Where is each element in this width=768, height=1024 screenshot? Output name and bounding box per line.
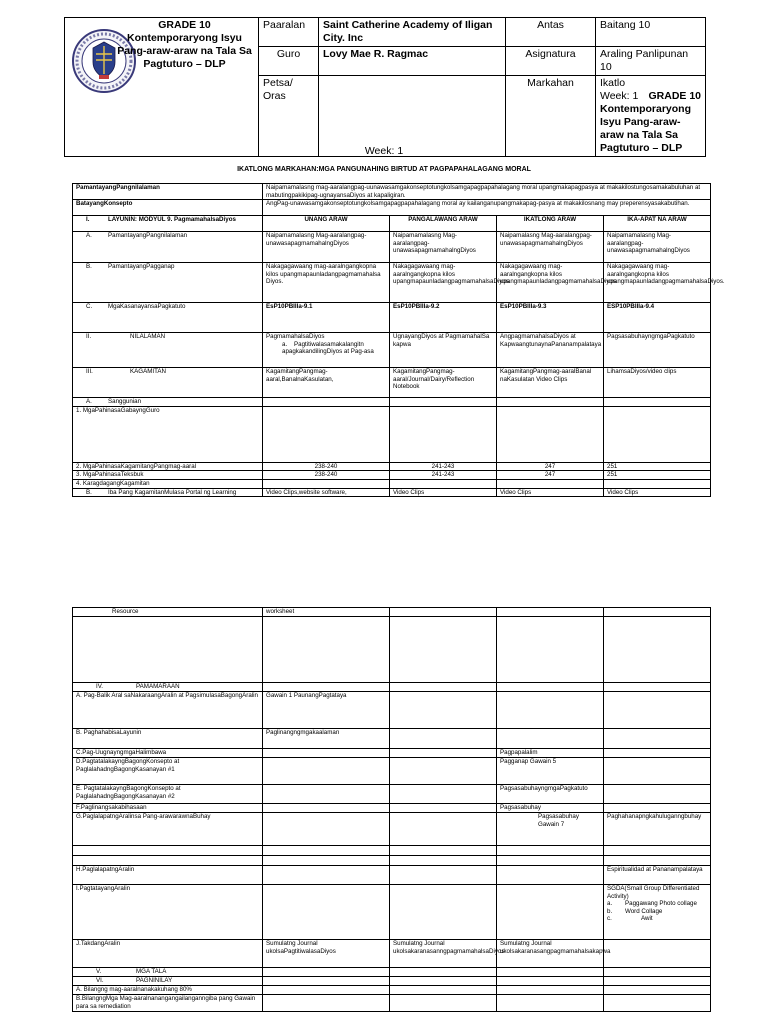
empty-cell: [263, 977, 390, 986]
row-ii-c1-main: PagmamahalsaDiyos: [266, 333, 325, 341]
empty-cell: [497, 866, 604, 885]
row-e-c3: PagsasabuhayngmgaPagkatuto: [497, 785, 604, 804]
row-j-c1: Sumulatng Journal ukolsaPagtitiwalasaDiyos: [263, 940, 390, 968]
row-iii-c2: KagamitangPangmag-aaral/Journal/Dairy/Reflection Notebook: [390, 368, 497, 398]
empty-cell: [604, 856, 711, 866]
row-sanggunian-num: A.: [86, 398, 92, 406]
empty-cell: [390, 995, 497, 1012]
empty-cell: [263, 683, 390, 692]
row-h-c4: Espiritualidad at Pananampalataya: [604, 866, 711, 885]
header-title: GRADE 10 Kontemporaryong Isyu Pang-araw-araw na Tala Sa Pagtuturo – DLP: [117, 19, 252, 70]
row-c-label: [73, 303, 263, 333]
col-ika-apat-na-araw: IKA-APAT NA ARAW: [604, 216, 711, 232]
row-2-c2: 241-243: [390, 462, 497, 471]
empty-cell: [263, 785, 390, 804]
empty-cell: [263, 856, 390, 866]
row-ii-c2: UgnayangDiyos at PagmamahalSa kapwa: [390, 333, 497, 368]
row-2-c1: 238-240: [263, 462, 390, 471]
row-4-label: 4. KaragdagangKagamitan: [73, 479, 263, 488]
markahan-week: Week: 1: [600, 90, 639, 102]
empty-cell: [263, 398, 390, 407]
row-ii-c1-sub: [266, 341, 386, 356]
col-pangalawang-araw: PANGALAWANG ARAW: [390, 216, 497, 232]
row-b-portal-c1: Video Clips,website software,: [263, 488, 390, 497]
row-l-label: B.BilangngMga Mag-aaralnanangangailanganngiba pang Gawain para sa remediation: [73, 995, 263, 1012]
markahan-line2: [600, 90, 701, 103]
row-3-c2: 241-243: [390, 471, 497, 480]
row-b-c3: Nakagagawaang mag-aaralngangkopna kilos upangmapaunladangpagmamahalsaDiyos.: [497, 263, 604, 303]
row-ii-label: [73, 333, 263, 368]
row-iv-text: PAMAMARAAN: [136, 683, 180, 690]
row-i-c4-a-text: Paggawang Photo collage: [625, 900, 697, 908]
row-iv-label: [73, 683, 263, 692]
empty-cell: [497, 995, 604, 1012]
resource-label: [73, 608, 263, 617]
empty-cell: [390, 398, 497, 407]
empty-cell: [390, 866, 497, 885]
empty-cell: [497, 885, 604, 940]
row-b-c2: Nakagagawaang mag-aaralngangkopna kilos upangmapaunladangpagmamahalsaDiyos.: [390, 263, 497, 303]
empty-cell: [604, 940, 711, 968]
empty-cell: [497, 617, 604, 683]
empty-cell: [604, 479, 711, 488]
empty-cell: [604, 729, 711, 749]
row-j-c2: Sumulatng Journal ukolsakaranasanngpagmamahalsaDiyos: [390, 940, 497, 968]
row-b-portal-c4: Video Clips: [604, 488, 711, 497]
row-2-label: 2. MgaPahinasaKagamitangPangmag-aaral: [73, 462, 263, 471]
row-b-label: [73, 263, 263, 303]
empty-cell: [390, 977, 497, 986]
empty-cell: [390, 785, 497, 804]
empty-cell: [604, 749, 711, 758]
row-i-c4-c: [607, 915, 707, 923]
asignatura-label: Asignatura: [506, 47, 596, 76]
empty-cell: [604, 785, 711, 804]
row-3-label: 3. MgaPahinasaTeksbuk: [73, 471, 263, 480]
row-b-text: PamantayangPagganap: [108, 263, 175, 271]
row-2-c3: 247: [497, 462, 604, 471]
empty-cell: [604, 804, 711, 813]
row-ii-text: NILALAMAN: [130, 333, 166, 341]
guro-value: Lovy Mae R. Ragmac: [319, 47, 506, 76]
row-a-balik-c1: Gawain 1 PaunangPagtataya: [263, 692, 390, 729]
row-i-c4-c-text: Awit: [641, 915, 653, 923]
header-table: [64, 17, 706, 157]
row-c-c4: ESP10PBIIIa-9.4: [604, 303, 711, 333]
row-c-ugnay-label: C.Pag-UugnayngmgaHalimbawa: [73, 749, 263, 758]
empty-cell: [604, 977, 711, 986]
empty-cell: [390, 804, 497, 813]
empty-cell: [263, 885, 390, 940]
pamantayan-text: Naipamamalasng mag-aaralangpag-uunawasamgakonseptotungkolsamgapagpapahalagang moral upangmakapagpasya at makakilostungosamakabuluhan at mabutingpakikipag-ugnayansaDiyos at kapaligiran.: [263, 184, 711, 200]
row-3-c1: 238-240: [263, 471, 390, 480]
row-a-balik-label: A. Pag-Balik Aral saNakaraangAralin at PagsimulasaBagongAralin: [73, 692, 263, 729]
row-c-text: MgaKasanayansaPagkatuto: [108, 303, 186, 311]
empty-cell: [390, 758, 497, 785]
row-vi-text: PAGNINILAY: [136, 977, 173, 984]
empty-cell: [263, 866, 390, 885]
row-e-label: E. PagtatalakayngBagongKonsepto at PaglalahadngBagongKasanayan #2: [73, 785, 263, 804]
row-c-c2: EsP10PBIIIa-9.2: [390, 303, 497, 333]
row-iii-num: III.: [86, 368, 93, 376]
row-v-text: MGA TALA: [136, 968, 167, 975]
row-iii-text: KAGAMITAN: [130, 368, 166, 376]
row-j-label: J.TakdangAralin: [73, 940, 263, 968]
batayang-label: BatayangKonsepto: [73, 200, 263, 216]
layunin-label: LAYUNIN: MODYUL 9. PagmamahalsaDiyos: [108, 216, 236, 224]
row-i-c4: [604, 885, 711, 940]
row-b-layunin-c1: Paglinangngmgakaalaman: [263, 729, 390, 749]
empty-cell: [390, 683, 497, 692]
row-i-c4-head: SGDA(Small Group Differentiated Activity): [607, 885, 700, 900]
layunin-row-label: [73, 216, 263, 232]
row-iii-label: [73, 368, 263, 398]
empty-cell: [390, 986, 497, 995]
row-g-c3-text: Pagsasabuhay Gawain 7: [538, 813, 579, 828]
empty-cell: [497, 729, 604, 749]
row-g-c4: Paghahanapngkahuluganngbuhay: [604, 813, 711, 846]
row-a-label: [73, 232, 263, 263]
empty-cell: [263, 804, 390, 813]
empty-cell: [497, 398, 604, 407]
row-ii-c1-sub-num: a.: [282, 340, 288, 348]
row-f-label: F.Paglinangsakabihasaan: [73, 804, 263, 813]
row-i-c4-c-num: c.: [607, 915, 612, 923]
row-b-layunin-label: B. PaghahabisaLayunin: [73, 729, 263, 749]
empty-cell: [604, 692, 711, 729]
empty-cell: [604, 986, 711, 995]
empty-cell: [263, 406, 390, 462]
lesson-plan-table: [72, 183, 725, 497]
row-d-label: D.PagtatalakayngBagongKonsepto at PaglalahadngBagongKasanayan #1: [73, 758, 263, 785]
empty-cell: [390, 749, 497, 758]
antas-value: Baitang 10: [596, 18, 706, 47]
empty-cell: [497, 968, 604, 977]
row-b-num: B.: [86, 263, 92, 271]
row-d-c3: Pagganap Gawain 5: [497, 758, 604, 785]
resource-label-text: Resource: [112, 608, 139, 615]
row-i-label: I.PagtatayangAralin: [73, 885, 263, 940]
empty-cell: [497, 846, 604, 856]
row-b-portal-num: B.: [86, 488, 92, 496]
row-a-num: A.: [86, 232, 92, 240]
row-vi-label: [73, 977, 263, 986]
row-b-portal-c2: Video Clips: [390, 488, 497, 497]
col-unang-araw: UNANG ARAW: [263, 216, 390, 232]
empty-cell: [497, 856, 604, 866]
row-b-c1: Nakagagawaang mag-aaralngangkopna kilos upangmapaunladangpagmamahalsa Diyos.: [263, 263, 390, 303]
row-h-label: H.PaglalapatngAralin: [73, 866, 263, 885]
row-g-c3: [497, 813, 604, 846]
empty-cell: [390, 406, 497, 462]
empty-cell: [390, 617, 497, 683]
empty-cell: [390, 885, 497, 940]
row-a-c2: Naipamamalasng Mag-aaralangpag-unawasapagmamahalngDiyos: [390, 232, 497, 263]
quarter-subtitle: IKATLONG MARKAHAN:MGA PANGUNAHING BIRTUD AT PAGPAPAHALAGANG MORAL: [237, 166, 531, 173]
row-i-c4-a-num: a.: [607, 900, 613, 908]
paaralan-label: Paaralan: [259, 18, 319, 47]
empty-cell: [263, 968, 390, 977]
empty-cell: [73, 617, 263, 683]
row-guro-label: 1. MgaPahinasaGabayngGuro: [73, 406, 263, 462]
row-v-label: [73, 968, 263, 977]
empty-cell: [73, 846, 263, 856]
row-iii-c3: KagamitangPangmag-aaralBanal naKasulatan Video Clips: [497, 368, 604, 398]
pamantayan-label: PamantayangPangnilalaman: [73, 184, 263, 200]
empty-cell: [497, 406, 604, 462]
week-label: Week: 1: [364, 145, 404, 157]
row-a-c1: Naipamamalasng Mag-aaralangpag-unawasapagmamahalngDiyos: [263, 232, 390, 263]
row-vi-num: VI.: [96, 977, 104, 984]
empty-cell: [604, 683, 711, 692]
empty-cell: [604, 617, 711, 683]
row-b-c4: Nakagagawaang mag-aaralngangkopna kilos upangmapaunladangpagmamahalsaDiyos.: [604, 263, 711, 303]
empty-cell: [604, 995, 711, 1012]
empty-cell: [390, 968, 497, 977]
row-b-portal-text: Iba Pang KagamitanMulasa Portal ng Learning: [108, 488, 237, 496]
row-i-c4-b: [607, 908, 707, 916]
row-a-text: PamantayangPangnilalaman: [108, 232, 188, 240]
empty-cell: [263, 995, 390, 1012]
empty-cell: [604, 406, 711, 462]
procedure-table: [72, 607, 711, 1012]
row-3-c4: 251: [604, 471, 711, 480]
row-iii-c1: KagamitangPangmag-aaral,BanalnaKasulatan,: [263, 368, 390, 398]
row-i-c4-b-text: Word Collage: [625, 907, 663, 915]
row-ii-c3: AngpagmamahalsaDiyos at KapwaangtunaynaPananampalataya: [497, 333, 604, 368]
resource-c1: worksheet: [263, 608, 390, 617]
empty-cell: [497, 692, 604, 729]
empty-cell: [497, 986, 604, 995]
row-ii-c4: PagsasabuhayngmgaPagkatuto: [604, 333, 711, 368]
empty-cell: [263, 813, 390, 846]
row-a-c4: Naipamamalasng Mag-aaralangpag-unawasapagmamahalngDiyos: [604, 232, 711, 263]
row-2-c4: 251: [604, 462, 711, 471]
row-c-c3: EsP10PBIIIa-9.3: [497, 303, 604, 333]
row-ii-c1: [263, 333, 390, 368]
empty-cell: [263, 617, 390, 683]
row-ii-c1-sub-text: Pagtitiwalasamakalangitn apagkakandilingDiyos at Pag-asa: [282, 340, 374, 356]
empty-cell: [263, 846, 390, 856]
row-a-c3: Naipamalasng Mag-aaralangpag-unawasapagmamahalngDiyos: [497, 232, 604, 263]
markahan-line3: Kontemporaryong Isyu Pang-araw-araw na Tala Sa Pagtuturo – DLP: [600, 103, 692, 154]
markahan-label: Markahan: [506, 76, 596, 157]
empty-cell: [390, 608, 497, 617]
empty-cell: [497, 608, 604, 617]
row-i-c4-a: [607, 900, 707, 908]
empty-cell: [263, 749, 390, 758]
row-sanggunian-text: Sanggunian: [108, 398, 142, 406]
markahan-line1: Ikatlo: [600, 77, 626, 89]
empty-cell: [604, 608, 711, 617]
guro-label: Guro: [259, 47, 319, 76]
row-iii-c4: LihamsaDiyos/video clips: [604, 368, 711, 398]
row-c-c1: EsP10PBIIIa-9.1: [263, 303, 390, 333]
row-g-label: G.PaglalapatngAralinsa Pang-arawarawnaBuhay: [73, 813, 263, 846]
empty-cell: [604, 968, 711, 977]
paaralan-value: Saint Catherine Academy of Iligan City. Inc: [319, 18, 506, 47]
empty-cell: [497, 977, 604, 986]
asignatura-value: Araling Panlipunan 10: [596, 47, 706, 76]
empty-cell: [604, 758, 711, 785]
empty-cell: [390, 692, 497, 729]
empty-cell: [497, 683, 604, 692]
empty-cell: [604, 846, 711, 856]
row-ii-num: II.: [86, 333, 92, 341]
row-v-num: V.: [96, 968, 102, 975]
layunin-num: I.: [86, 216, 90, 224]
row-k-label: A. Bilangng mag-aaralnanakakuhang 80%: [73, 986, 263, 995]
empty-cell: [390, 813, 497, 846]
header-title-cell: [65, 18, 259, 157]
row-iv-num: IV.: [96, 683, 103, 690]
empty-cell: [390, 856, 497, 866]
row-c-ugnay-c3: Pagpapalalim: [497, 749, 604, 758]
empty-cell: [604, 398, 711, 407]
empty-cell: [263, 479, 390, 488]
empty-cell: [263, 758, 390, 785]
empty-cell: [390, 479, 497, 488]
markahan-grade: GRADE 10: [648, 90, 701, 102]
row-3-c3: 247: [497, 471, 604, 480]
empty-cell: [390, 846, 497, 856]
empty-cell: [263, 986, 390, 995]
row-b-portal-c3: Video Clips: [497, 488, 604, 497]
row-i-c4-b-num: b.: [607, 907, 613, 915]
empty-cell: [497, 479, 604, 488]
batayang-text: AngPag-unawasamgakonseptotungkolsamgapagpapahalagang moral ay kailanganupangmakapag-pasya at makakilosnang may preperensyasakabutihan.: [263, 200, 711, 216]
row-b-portal-label: [73, 488, 263, 497]
row-c-num: C.: [86, 303, 93, 311]
empty-cell: [390, 729, 497, 749]
row-f-c3: Pagsasabuhay: [497, 804, 604, 813]
row-sanggunian-label: [73, 398, 263, 407]
col-ikatlong-araw: IKATLONG ARAW: [497, 216, 604, 232]
antas-label: Antas: [506, 18, 596, 47]
empty-cell: [73, 856, 263, 866]
petsa-label: Petsa/ Oras: [259, 76, 319, 157]
row-j-c3: Sumulatng Journal ukolsakaranasangpagmamahalsakapwa: [497, 940, 604, 968]
